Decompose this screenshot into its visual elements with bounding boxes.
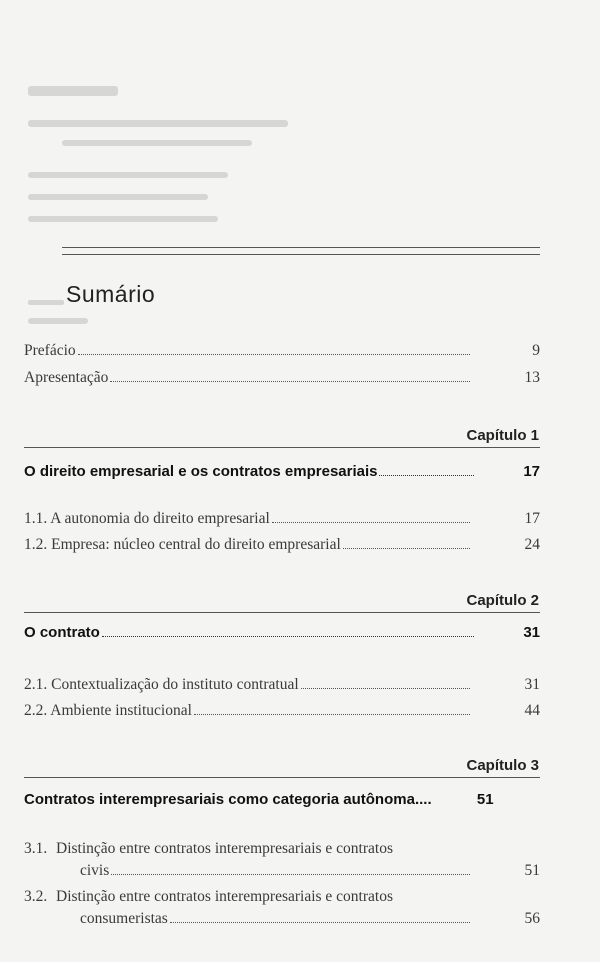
chapter-title: Contratos interempresariais como categoria autônoma....: [24, 791, 432, 808]
section-page: 51: [524, 862, 540, 879]
section-page: 24: [524, 536, 540, 553]
toc-entry-apresentacao[interactable]: [24, 369, 540, 387]
section-label: 2.2. Ambiente institucional: [24, 702, 192, 719]
dot-leader: [110, 380, 470, 382]
section-number: 3.1.: [24, 840, 48, 857]
toc-entry-page: 9: [532, 342, 540, 359]
chapter-page: 51: [476, 791, 494, 808]
section-label: 1.1. A autonomia do direito empresarial: [24, 510, 270, 527]
chapter-page: 31: [523, 624, 540, 641]
toc-entry-prefacio[interactable]: [24, 342, 540, 360]
section-page: 31: [524, 676, 540, 693]
dot-leader: [301, 687, 470, 689]
toc-section-2-1[interactable]: [24, 676, 540, 694]
dot-leader: [194, 713, 470, 715]
section-label-continued: consumeristas: [80, 910, 168, 927]
toc-entry-label: Prefácio: [24, 342, 76, 359]
section-label: 2.1. Contextualização do instituto contratual: [24, 676, 299, 693]
dot-leader: [272, 521, 470, 523]
dot-leader: [102, 636, 474, 637]
toc-section-2-2[interactable]: [24, 702, 540, 720]
chapter-title-entry[interactable]: [24, 463, 540, 480]
chapter-label: Capítulo 3: [466, 757, 539, 774]
section-page: 17: [524, 510, 540, 527]
section-label: 1.2. Empresa: núcleo central do direito empresarial: [24, 536, 341, 553]
header-double-rule: [62, 247, 540, 255]
chapter-title-entry[interactable]: [24, 624, 540, 641]
chapter-rule: [24, 447, 540, 448]
dot-leader: [111, 874, 470, 875]
dot-leader: [78, 353, 470, 355]
section-label-continued: civis: [80, 862, 110, 879]
section-page: 56: [524, 910, 540, 927]
page-title: Sumário: [66, 281, 156, 307]
dot-leader: [343, 547, 470, 549]
section-label: Distinção entre contratos interempresariais e contratos: [56, 888, 393, 905]
chapter-rule: [24, 612, 540, 613]
toc-entry-page: 13: [524, 369, 540, 386]
section-number: 3.2.: [24, 888, 48, 905]
dot-leader: [379, 475, 474, 476]
toc-section-1-1[interactable]: [24, 510, 540, 528]
chapter-rule: [24, 777, 540, 778]
toc-entry-label: Apresentação: [24, 369, 109, 386]
dot-leader: [170, 922, 470, 923]
chapter-label: Capítulo 2: [466, 592, 539, 609]
section-page: 44: [524, 702, 540, 719]
toc-section-1-2[interactable]: [24, 536, 540, 554]
chapter-title-entry[interactable]: [24, 791, 540, 808]
chapter-title: O direito empresarial e os contratos empresariais: [24, 463, 378, 480]
chapter-page: 17: [523, 463, 540, 480]
section-label: Distinção entre contratos interempresariais e contratos: [56, 840, 393, 857]
chapter-label: Capítulo 1: [466, 427, 539, 444]
chapter-title: O contrato: [24, 624, 100, 641]
